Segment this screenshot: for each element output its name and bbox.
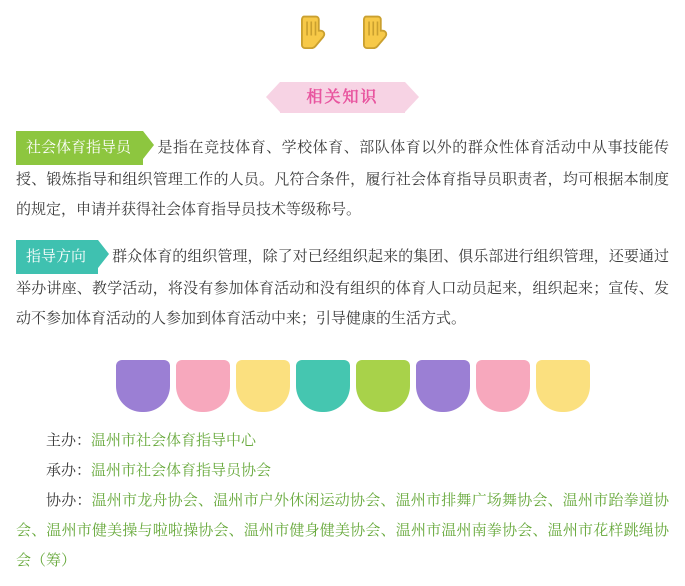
credit-organizer-label: 主办： [46,432,92,450]
credit-undertaker-value: 温州市社会体育指导员协会 [91,462,272,480]
paragraph-definition-text: 是指在竞技体育、学校体育、部队体育以外的群众性体育活动中从事技能传授、锻炼指导和组织管理工作的人员。凡符合条件，履行社会体育指导员职责者，均可根据本制度的规定，申请并获得社会体育指导员技术等级称号。 [16,139,669,219]
bunting-flag [296,360,350,412]
paragraph-definition [16,131,669,225]
pointing-down-hand-icon [290,12,334,56]
bunting-flag [116,360,170,412]
credit-undertaker [16,456,669,486]
pointing-down-hand-icon [352,12,396,56]
credit-undertaker-label: 承办： [46,462,92,480]
bunting-decoration [0,360,685,412]
credit-coorganizer-label: 协办： [46,492,92,510]
tag-social-sports-instructor: 社会体育指导员 [16,131,143,165]
bunting-flag [476,360,530,412]
bunting-flag [176,360,230,412]
content-area [0,131,685,334]
credit-coorganizer [16,486,669,576]
section-banner [0,82,685,113]
credit-organizer [16,426,669,456]
bunting-flag [536,360,590,412]
credits-block [0,426,685,586]
paragraph-direction [16,240,669,334]
credit-coorganizer-value: 温州市龙舟协会、温州市户外休闲运动协会、温州市排舞广场舞协会、温州市跆拳道协会、温州市健美操与啦啦操协会、温州市健身健美协会、温州市温州南拳协会、温州市花样跳绳协会（筹） [16,492,669,570]
bunting-flag [356,360,410,412]
bunting-flag [236,360,290,412]
credit-organizer-value: 温州市社会体育指导中心 [91,432,257,450]
section-banner-label: 相关知识 [280,82,404,113]
paragraph-direction-text: 群众体育的组织管理，除了对已经组织起来的集团、俱乐部进行组织管理，还要通过举办讲座、教学活动，将没有参加体育活动和没有组织的体育人口动员起来，组织起来；宣传、发动不参加体育活动的人参加到体育活动中来；引导健康的生活方式。 [16,248,669,328]
tag-guidance-direction: 指导方向 [16,240,98,274]
hands-row [0,0,685,68]
bunting-flag [416,360,470,412]
